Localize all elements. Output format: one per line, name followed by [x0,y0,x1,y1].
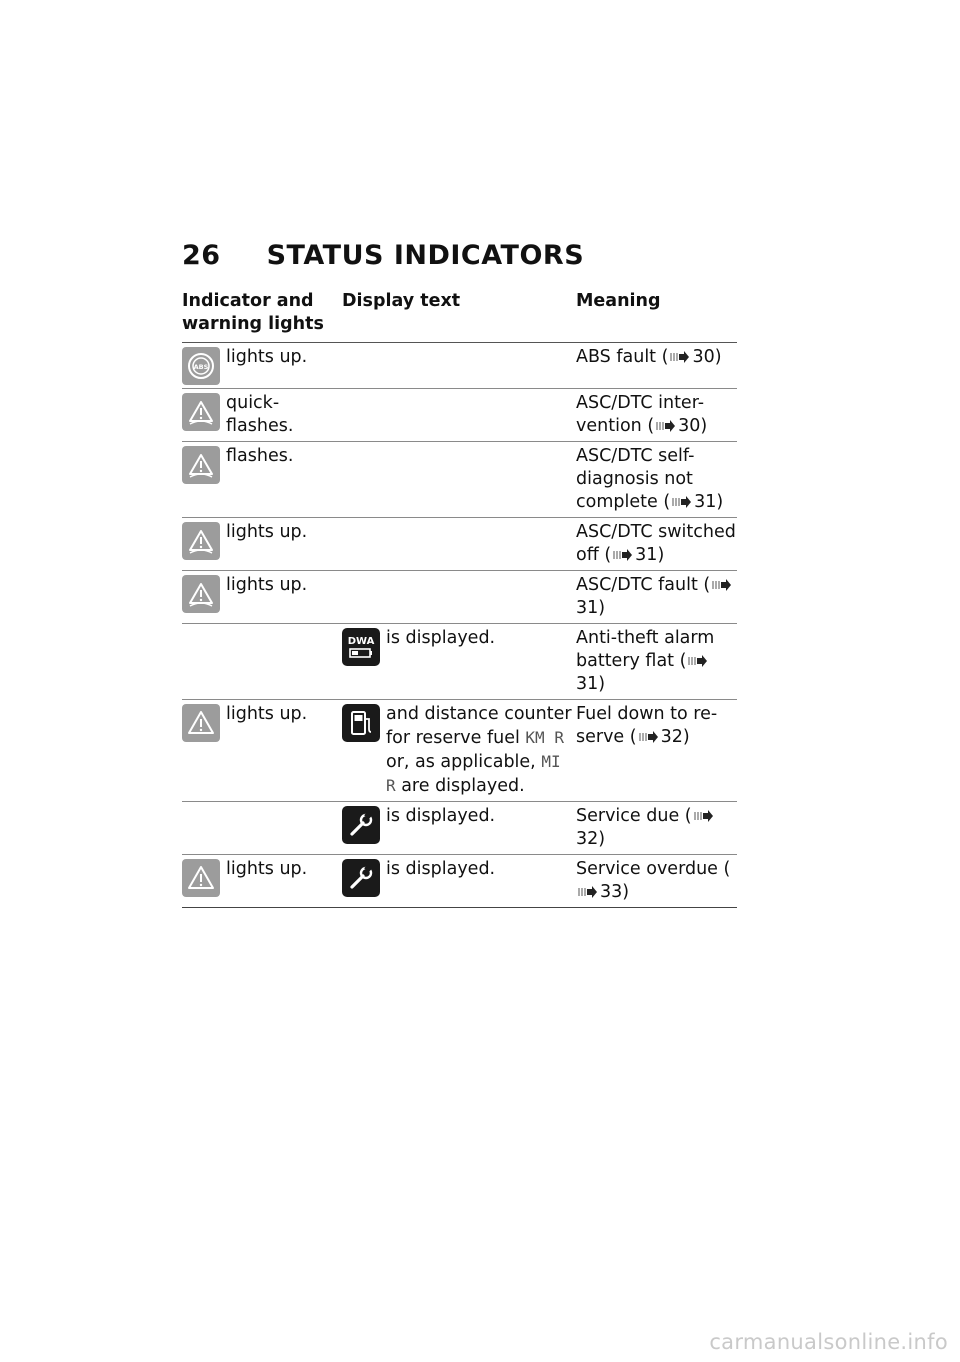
meaning-label: ASC/DTC switched off [576,522,736,565]
table-header [182,290,737,343]
reference-arrow-icon [670,350,690,364]
display-text-cell [342,626,576,696]
page-heading [182,240,584,271]
display-text-cell [342,804,576,851]
display-code: MI R [386,752,561,795]
meaning-text [576,804,737,851]
indicator-state-text: lights up. [226,859,308,879]
meaning-label: Anti-theft alarm battery flat [576,628,715,671]
display-text-cell [342,573,576,620]
meaning-text [576,520,737,567]
meaning-text [576,391,737,438]
meaning-text [576,702,737,749]
table-row [182,442,737,518]
display-text-cell [342,857,576,904]
table-row [182,624,737,700]
indicator-cell [182,520,342,567]
meaning-cell [576,520,737,567]
reference-arrow-icon [672,495,692,509]
page-reference[interactable]: 31) [635,545,665,565]
display-text-cell [342,391,576,438]
display-text: is displayed. [386,806,496,826]
reference-arrow-icon [613,548,633,562]
table-row [182,855,737,908]
reference-arrow-icon [639,730,659,744]
fuel-pump-icon [342,704,380,742]
indicator-cell [182,391,342,438]
meaning-cell [576,857,737,904]
indicator-state-text: lights up. [226,347,308,367]
display-text-cell [342,702,576,798]
reference-open-paren: ( [629,727,637,747]
meaning-cell [576,702,737,798]
reference-arrow-icon [578,885,598,899]
table-row [182,700,737,802]
reference-open-paren: ( [703,575,711,595]
display-text-cell [342,520,576,567]
reference-arrow-icon [656,419,676,433]
display-text-cell [342,444,576,514]
svg-text:ABS: ABS [193,363,209,371]
page-reference[interactable]: 31) [694,492,724,512]
watermark: carmanualsonline.info [709,1330,948,1354]
page-reference[interactable]: 32) [660,727,690,747]
display-code: KM R [525,728,564,747]
page-reference[interactable]: 32) [576,829,606,849]
display-text: is displayed. [386,859,496,879]
general-warning-icon [182,704,220,742]
reference-open-paren: ( [684,806,692,826]
indicator-state-text: lights up. [226,575,308,595]
indicator-cell [182,345,342,385]
meaning-label: ABS fault [576,347,657,367]
page-reference[interactable]: 30) [692,347,722,367]
meaning-text [576,626,737,696]
meaning-label: Fuel down to re-serve [576,704,718,747]
reference-arrow-icon [694,809,714,823]
meaning-cell [576,626,737,696]
display-text: is displayed. [386,628,496,648]
meaning-text [576,573,737,620]
asc-dtc-warning-icon [182,446,220,484]
table-row [182,571,737,624]
display-text-part: or, as applicable, [386,752,542,772]
reference-open-paren: ( [647,416,655,436]
indicator-state-text: quick-flashes. [226,393,294,436]
header-display-text: Display text [342,291,461,311]
meaning-cell [576,391,737,438]
meaning-cell [576,573,737,620]
indicator-cell [182,444,342,514]
dwa-battery-icon [342,628,380,666]
indicator-state-text: lights up. [226,522,308,542]
table-row [182,343,737,389]
page-reference[interactable]: 33) [600,882,630,902]
asc-dtc-warning-icon [182,522,220,560]
reference-arrow-icon [688,654,708,668]
display-text [386,702,576,798]
display-text-part: are displayed. [395,776,525,796]
indicator-cell [182,804,342,851]
meaning-text [576,857,737,904]
page-reference[interactable]: 31) [576,598,606,618]
meaning-cell [576,804,737,851]
meaning-label: Service due [576,806,680,826]
svg-text:DWA: DWA [347,636,375,647]
meaning-text [576,444,737,514]
reference-open-paren: ( [723,859,731,879]
meaning-label: ASC/DTC inter-vention [576,393,705,436]
indicator-cell [182,573,342,620]
page-title: STATUS INDICATORS [266,240,585,271]
meaning-label: ASC/DTC fault [576,575,698,595]
wrench-icon [342,806,380,844]
indicator-cell [182,702,342,798]
table-row [182,389,737,442]
general-warning-icon [182,859,220,897]
indicator-cell [182,857,342,904]
page-reference[interactable]: 30) [678,416,708,436]
reference-open-paren: ( [679,651,687,671]
table-row [182,518,737,571]
meaning-text [576,345,722,369]
reference-open-paren: ( [604,545,612,565]
meaning-cell [576,444,737,514]
page-number: 26 [182,240,221,271]
meaning-label: ASC/DTC self-diagnosis not complete [576,446,695,512]
reference-arrow-icon [712,578,732,592]
abs-warning-icon [182,347,220,385]
reference-open-paren: ( [661,347,669,367]
table-body [182,343,737,908]
page-reference[interactable]: 31) [576,674,606,694]
display-text-cell [342,345,576,385]
indicator-state-text: flashes. [226,446,294,466]
status-indicator-table [182,290,737,908]
display-text-part: and distance counter for reserve fuel [386,704,572,748]
indicator-state-text: lights up. [226,704,308,724]
table-row [182,802,737,855]
header-indicator: Indicator and warning lights [182,291,324,334]
meaning-cell [576,345,737,385]
meaning-label: Service overdue [576,859,718,879]
wrench-icon [342,859,380,897]
indicator-cell [182,626,342,696]
reference-open-paren: ( [663,492,671,512]
header-meaning: Meaning [576,291,661,311]
asc-dtc-warning-icon [182,575,220,613]
asc-dtc-warning-icon [182,393,220,431]
